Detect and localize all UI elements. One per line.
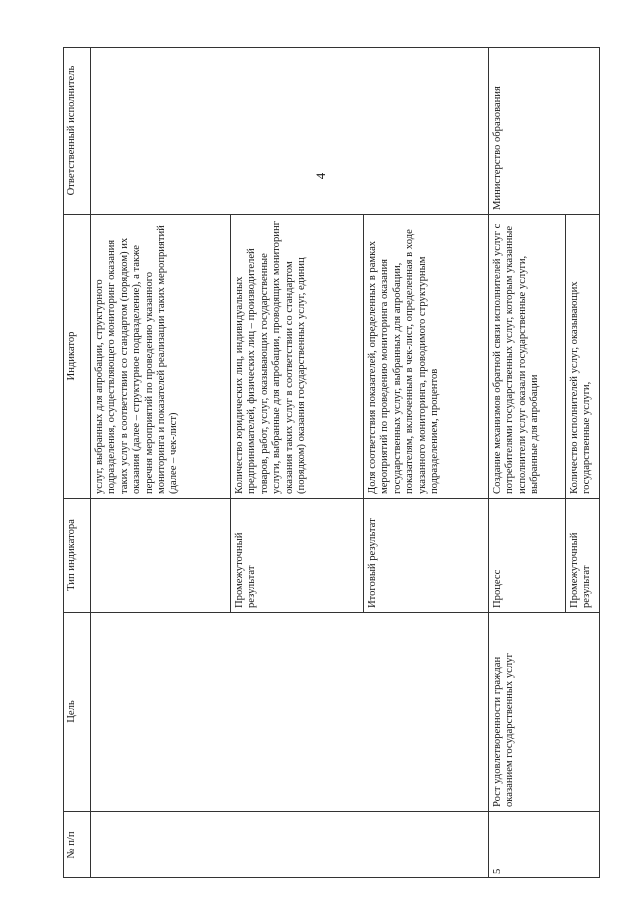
header-num: № п/п bbox=[66, 831, 77, 859]
page-number: 4 bbox=[313, 172, 328, 180]
indicators-table bbox=[63, 47, 600, 878]
row6-type: Промежуточный результат bbox=[569, 532, 593, 608]
row3-indicator: Доля соответствия показателей, определенных в рамках мероприятий по проведению мониторинга оказания государственных услуг, выбранных для апробации, показателям, включенным в чек-лист, определенная в ходе указанного мониторинга, проводимого структурным подразделением, процентов bbox=[367, 229, 441, 494]
row5-goal: Рост удовлетворенности граждан оказанием государственных услуг bbox=[492, 653, 516, 807]
row6-indicator: Количество исполнителей услуг, оказывающих государственные услуги, bbox=[569, 281, 593, 494]
row2-type: Промежуточный результат bbox=[234, 532, 258, 608]
row5-num: 5 bbox=[492, 868, 503, 874]
row5-responsible: Министерство образования bbox=[492, 86, 503, 210]
header-responsible: Ответственный исполнитель bbox=[66, 65, 77, 196]
row3-type: Итоговый результат bbox=[367, 518, 378, 608]
row5-indicator: Создание механизмов обратной связи исполнителей услуг с потребителями государственных услуг, которым указанные исполнители услуг оказали государственные услуги, выбранные для апробации bbox=[492, 223, 541, 494]
row2-indicator: Количество юридических лиц, индивидуальных предпринимателей, физических лиц – производителей товаров, работ, услуг, оказывающих государственные услуги, выбранные для апробации, проводящих мониторинг оказания таких услуг в соответствии со стандартом (порядком) оказания государственных услуг, единиц bbox=[234, 221, 308, 494]
header-goal: Цель bbox=[66, 700, 77, 723]
header-type: Тип индикатора bbox=[66, 519, 77, 591]
row5-type: Процесс bbox=[492, 569, 503, 608]
row1-indicator: услуг, выбранных для апробации, структурного подразделения, осуществляющего мониторинг оказания таких услуг в соответствии со стандартом (порядком) их оказания (далее – структурное подразделение), а также перечня мероприятий по проведению указанного мониторинга и показателей реализации таких мероприятий (далее – чек-лист) bbox=[94, 225, 180, 494]
header-indicator: Индикатор bbox=[66, 331, 77, 381]
